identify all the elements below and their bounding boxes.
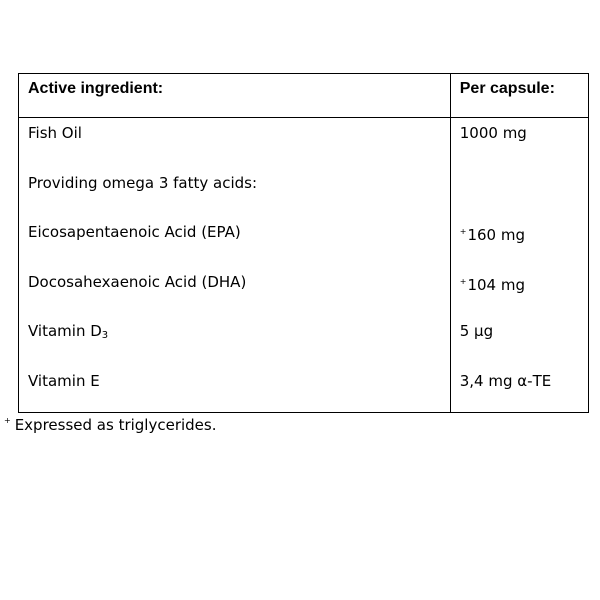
amount-epa [451, 217, 588, 267]
triglyceride-marker: + [459, 227, 467, 236]
ingredient-dha: Docosahexaenoic Acid (DHA) [28, 272, 247, 291]
amount-omega3-heading [451, 168, 588, 218]
amount-vitamin-e: 3,4 mg α-TE [459, 371, 552, 390]
ingredient-column [19, 118, 451, 413]
amount-column [450, 118, 588, 413]
ingredients-table [18, 73, 589, 413]
vitamin-d-label: Vitamin D [28, 322, 102, 340]
header-active-ingredient: Active ingredient: [19, 74, 451, 118]
vitamin-d-subscript: 3 [101, 330, 109, 341]
header-per-capsule: Per capsule: [450, 74, 588, 118]
table-body-row [19, 118, 589, 413]
amount-vitamin-d3: 5 µg [459, 322, 494, 340]
triglyceride-marker: + [459, 276, 467, 286]
footnote-text: Expressed as triglycerides. [14, 416, 217, 434]
ingredient-omega3-heading: Providing omega 3 fatty acids: [28, 173, 258, 192]
ingredient-fish-oil: Fish Oil [28, 124, 82, 142]
amount-dha-value: 104 mg [467, 275, 525, 294]
ingredient-epa: Eicosapentaenoic Acid (EPA) [28, 223, 241, 241]
amount-dha [451, 267, 588, 317]
amount-epa-value: 160 mg [467, 226, 525, 244]
ingredient-vitamin-d3 [19, 316, 450, 366]
table-header-row [19, 74, 589, 118]
footnote [4, 416, 217, 434]
ingredient-vitamin-e: Vitamin E [28, 371, 100, 390]
amount-fish-oil: 1000 mg [459, 124, 527, 142]
footnote-marker: + [4, 416, 11, 425]
